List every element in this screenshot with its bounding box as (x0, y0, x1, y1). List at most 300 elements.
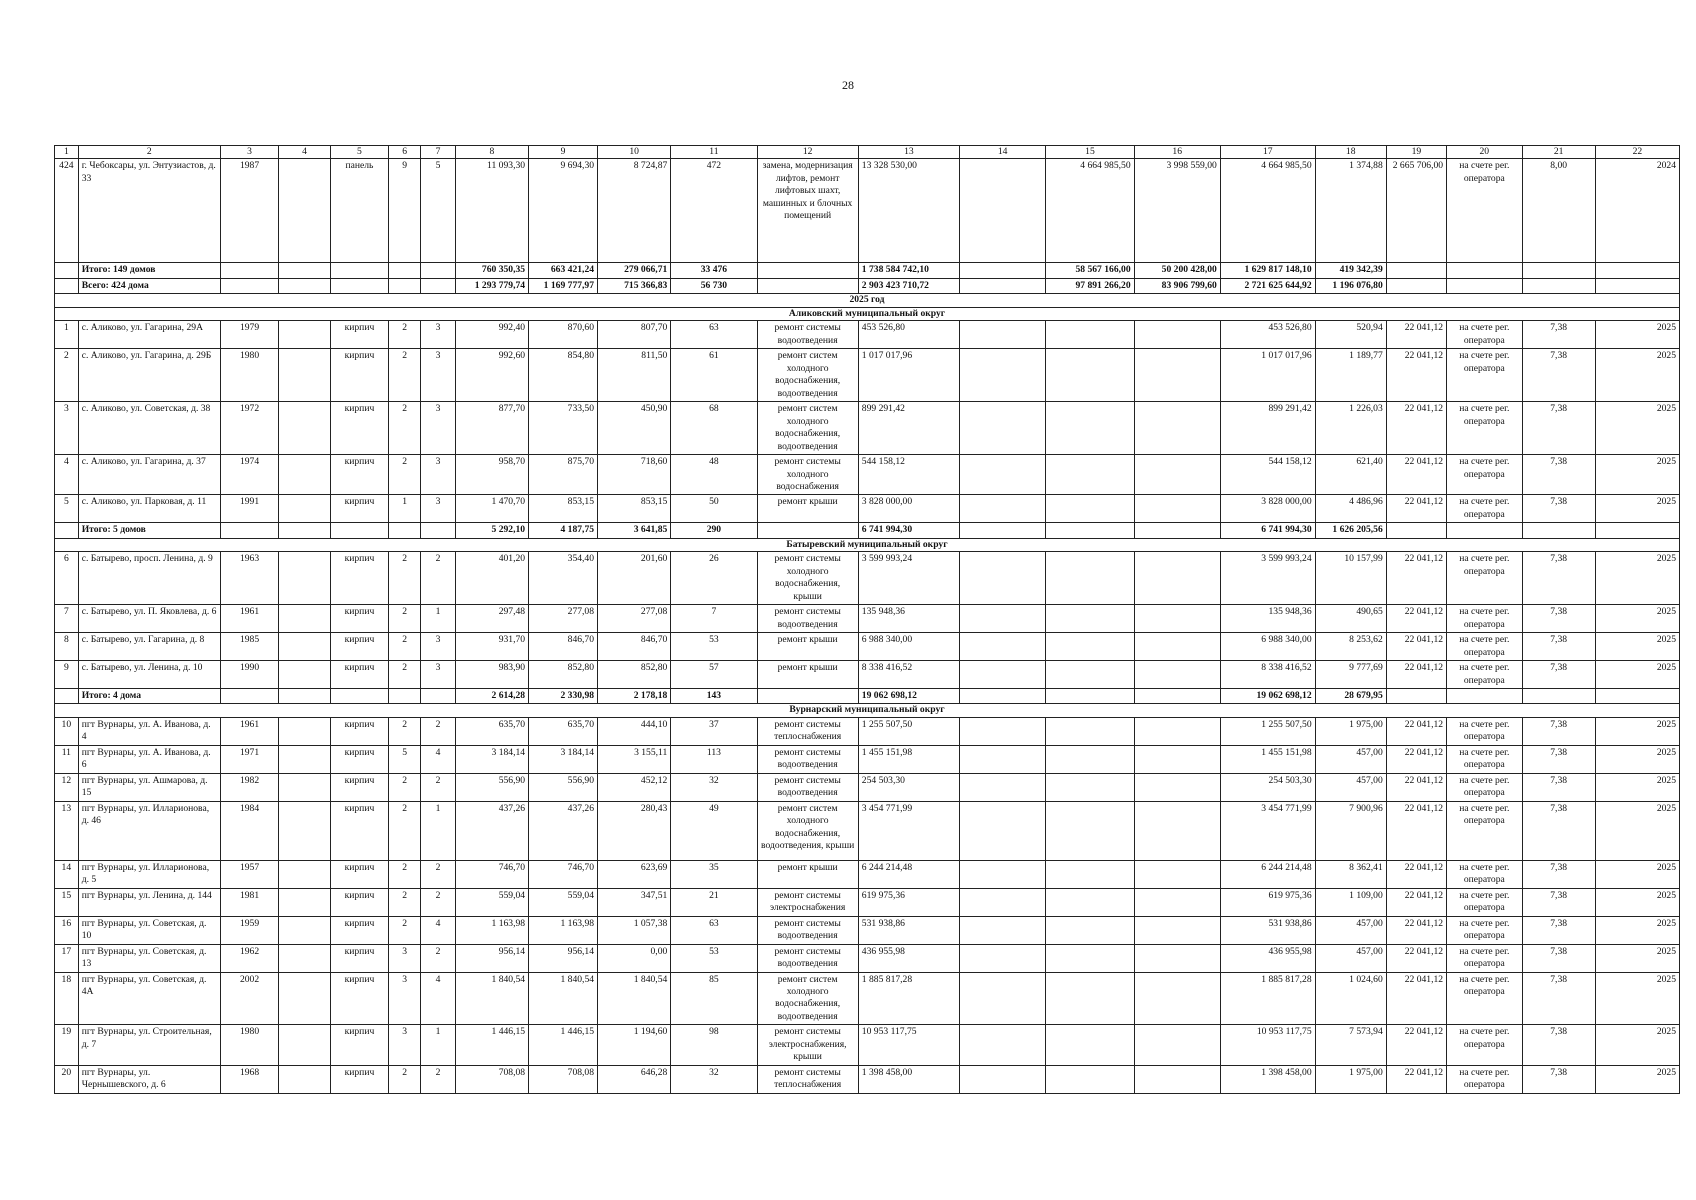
total-cell (1522, 278, 1595, 293)
year-header (55, 294, 1680, 307)
cell-c4 (279, 552, 331, 605)
column-number: 8 (455, 146, 528, 159)
total-row (55, 689, 1680, 704)
cell-c4 (279, 745, 331, 773)
cell-c16 (1134, 745, 1220, 773)
cell-c17: 899 291,42 (1220, 402, 1315, 455)
cell-n: 12 (55, 773, 79, 801)
cell-c4 (279, 402, 331, 455)
table-row (55, 888, 1680, 916)
cell-c18: 457,00 (1315, 916, 1386, 944)
cell-c17: 254 503,30 (1220, 773, 1315, 801)
cell-c20: на счете рег. оператора (1447, 801, 1522, 860)
cell-c20: на счете рег. оператора (1447, 888, 1522, 916)
cell-c16: 3 998 559,00 (1134, 159, 1220, 263)
cell-c17: 8 338 416,52 (1220, 661, 1315, 689)
total-cell (960, 278, 1046, 293)
cell-a1: 992,40 (455, 321, 528, 349)
total-cell (1595, 689, 1679, 704)
cell-c22: 2025 (1595, 495, 1679, 523)
cell-mat: кирпич (330, 661, 388, 689)
table-row (55, 605, 1680, 633)
cell-a2: 559,04 (529, 888, 598, 916)
cell-year: 1980 (220, 349, 278, 402)
total-cell (55, 263, 79, 278)
cell-addr: с. Батырево, ул. Ленина, д. 10 (78, 661, 220, 689)
cell-year: 1971 (220, 745, 278, 773)
column-number: 2 (78, 146, 220, 159)
total-cell (55, 278, 79, 293)
table-row (55, 321, 1680, 349)
cell-c22: 2025 (1595, 552, 1679, 605)
total-cell: 419 342,39 (1315, 263, 1386, 278)
cell-c4 (279, 349, 331, 402)
cell-year: 1957 (220, 860, 278, 888)
total-cell (1386, 278, 1446, 293)
cell-c19: 22 041,12 (1386, 944, 1446, 972)
cell-c15 (1046, 717, 1134, 745)
cell-work: ремонт крыши (757, 633, 858, 661)
cell-mat: кирпич (330, 916, 388, 944)
table-row (55, 661, 1680, 689)
total-cell (960, 689, 1046, 704)
column-number: 3 (220, 146, 278, 159)
cell-c17: 1 255 507,50 (1220, 717, 1315, 745)
cell-c19: 22 041,12 (1386, 916, 1446, 944)
total-cell: 5 292,10 (455, 523, 528, 538)
column-number: 5 (330, 146, 388, 159)
cell-a2: 854,80 (529, 349, 598, 402)
cell-a3: 280,43 (598, 801, 671, 860)
cell-res: 48 (671, 455, 757, 495)
cell-year: 1990 (220, 661, 278, 689)
total-cell: 6 741 994,30 (1220, 523, 1315, 538)
cell-c16 (1134, 349, 1220, 402)
cell-c22: 2025 (1595, 717, 1679, 745)
cell-c21: 7,38 (1522, 717, 1595, 745)
total-cell (1046, 689, 1134, 704)
total-cell: 19 062 698,12 (858, 689, 959, 704)
cell-c19: 22 041,12 (1386, 321, 1446, 349)
cell-c15 (1046, 773, 1134, 801)
cell-c20: на счете рег. оператора (1447, 605, 1522, 633)
table-row (55, 495, 1680, 523)
cell-c14 (960, 916, 1046, 944)
column-number: 9 (529, 146, 598, 159)
cell-c4 (279, 1065, 331, 1093)
cell-c17: 3 828 000,00 (1220, 495, 1315, 523)
cell-c18: 9 777,69 (1315, 661, 1386, 689)
cell-a3: 347,51 (598, 888, 671, 916)
total-cell: 1 738 584 742,10 (858, 263, 959, 278)
cell-addr: пгт Вурнары, ул. Ашмарова, д. 15 (78, 773, 220, 801)
cell-work: ремонт систем холодного водоснабжения, водоотведения (757, 402, 858, 455)
cell-mat: кирпич (330, 972, 388, 1025)
cell-a3: 1 840,54 (598, 972, 671, 1025)
total-cell: 56 730 (671, 278, 757, 293)
cell-cost: 3 599 993,24 (858, 552, 959, 605)
cell-fl: 2 (389, 888, 421, 916)
cell-c21: 8,00 (1522, 159, 1595, 263)
total-cell: 2 614,28 (455, 689, 528, 704)
cell-c17: 135 948,36 (1220, 605, 1315, 633)
cell-c16 (1134, 916, 1220, 944)
cell-c4 (279, 916, 331, 944)
cell-fl: 3 (389, 944, 421, 972)
capital-repair-table (54, 145, 1680, 1094)
cell-fl: 2 (389, 349, 421, 402)
table-row (55, 916, 1680, 944)
cell-res: 472 (671, 159, 757, 263)
cell-work: ремонт системы холодного водоснабжения (757, 455, 858, 495)
cell-year: 1979 (220, 321, 278, 349)
cell-c21: 7,38 (1522, 1065, 1595, 1093)
cell-en: 2 (421, 888, 455, 916)
cell-work: ремонт системы теплоснабжения (757, 1065, 858, 1093)
total-cell (279, 263, 331, 278)
cell-c22: 2025 (1595, 321, 1679, 349)
cell-c4 (279, 860, 331, 888)
district-header (55, 538, 1680, 551)
cell-a3: 277,08 (598, 605, 671, 633)
cell-c22: 2025 (1595, 455, 1679, 495)
cell-c22: 2025 (1595, 773, 1679, 801)
cell-en: 3 (421, 495, 455, 523)
cell-c16 (1134, 801, 1220, 860)
cell-n: 3 (55, 402, 79, 455)
cell-c19: 22 041,12 (1386, 552, 1446, 605)
cell-en: 2 (421, 860, 455, 888)
cell-c16 (1134, 972, 1220, 1025)
cell-en: 2 (421, 552, 455, 605)
column-number: 15 (1046, 146, 1134, 159)
cell-addr: с. Аликово, ул. Гагарина, д. 37 (78, 455, 220, 495)
cell-work: ремонт систем холодного водоснабжения, водоотведения, крыши (757, 801, 858, 860)
column-number: 19 (1386, 146, 1446, 159)
cell-fl: 2 (389, 801, 421, 860)
total-cell: 143 (671, 689, 757, 704)
cell-cost: 1 017 017,96 (858, 349, 959, 402)
cell-res: 37 (671, 717, 757, 745)
cell-c21: 7,38 (1522, 605, 1595, 633)
cell-n: 14 (55, 860, 79, 888)
cell-c16 (1134, 944, 1220, 972)
total-cell (421, 523, 455, 538)
cell-c17: 453 526,80 (1220, 321, 1315, 349)
cell-c19: 22 041,12 (1386, 402, 1446, 455)
cell-c18: 1 975,00 (1315, 717, 1386, 745)
cell-c15 (1046, 633, 1134, 661)
total-cell: 28 679,95 (1315, 689, 1386, 704)
table-body (55, 159, 1680, 1093)
total-cell: 1 626 205,56 (1315, 523, 1386, 538)
cell-c21: 7,38 (1522, 455, 1595, 495)
cell-c21: 7,38 (1522, 944, 1595, 972)
cell-work: ремонт систем холодного водоснабжения, водоотведения (757, 349, 858, 402)
cell-year: 1959 (220, 916, 278, 944)
cell-c20: на счете рег. оператора (1447, 944, 1522, 972)
cell-mat: кирпич (330, 717, 388, 745)
cell-c19: 22 041,12 (1386, 972, 1446, 1025)
cell-year: 1987 (220, 159, 278, 263)
cell-c16 (1134, 773, 1220, 801)
cell-en: 3 (421, 402, 455, 455)
total-cell: 290 (671, 523, 757, 538)
cell-n: 17 (55, 944, 79, 972)
cell-mat: кирпич (330, 1065, 388, 1093)
total-cell (330, 689, 388, 704)
cell-a1: 746,70 (455, 860, 528, 888)
total-cell: 1 196 076,80 (1315, 278, 1386, 293)
cell-c16 (1134, 1065, 1220, 1093)
total-cell: 2 721 625 644,92 (1220, 278, 1315, 293)
cell-c21: 7,38 (1522, 972, 1595, 1025)
cell-fl: 2 (389, 402, 421, 455)
cell-c14 (960, 1025, 1046, 1065)
total-cell (1386, 523, 1446, 538)
cell-fl: 2 (389, 605, 421, 633)
cell-c17: 6 244 214,48 (1220, 860, 1315, 888)
cell-a2: 1 446,15 (529, 1025, 598, 1065)
column-number: 10 (598, 146, 671, 159)
cell-c22: 2025 (1595, 1065, 1679, 1093)
cell-c4 (279, 944, 331, 972)
cell-work: замена, модернизация лифтов, ремонт лифтовых шахт, машинных и блочных помещений (757, 159, 858, 263)
total-cell: 3 641,85 (598, 523, 671, 538)
cell-c22: 2025 (1595, 745, 1679, 773)
year-header-label: 2025 год (55, 294, 1680, 307)
total-cell (1522, 263, 1595, 278)
cell-a3: 1 057,38 (598, 916, 671, 944)
cell-res: 7 (671, 605, 757, 633)
total-cell: 19 062 698,12 (1220, 689, 1315, 704)
cell-fl: 3 (389, 972, 421, 1025)
total-label: Итого: 5 домов (78, 523, 220, 538)
cell-c14 (960, 773, 1046, 801)
cell-en: 4 (421, 972, 455, 1025)
cell-fl: 2 (389, 860, 421, 888)
cell-en: 3 (421, 633, 455, 661)
cell-mat: кирпич (330, 944, 388, 972)
cell-n: 1 (55, 321, 79, 349)
cell-a2: 9 694,30 (529, 159, 598, 263)
cell-mat: кирпич (330, 888, 388, 916)
cell-c19: 22 041,12 (1386, 633, 1446, 661)
cell-n: 8 (55, 633, 79, 661)
cell-c22: 2025 (1595, 605, 1679, 633)
cell-c4 (279, 633, 331, 661)
cell-c17: 1 398 458,00 (1220, 1065, 1315, 1093)
cell-c19: 22 041,12 (1386, 605, 1446, 633)
cell-fl: 3 (389, 1025, 421, 1065)
cell-res: 61 (671, 349, 757, 402)
cell-en: 2 (421, 944, 455, 972)
cell-c20: на счете рег. оператора (1447, 455, 1522, 495)
table-row (55, 944, 1680, 972)
cell-c17: 10 953 117,75 (1220, 1025, 1315, 1065)
cell-c21: 7,38 (1522, 860, 1595, 888)
cell-cost: 1 398 458,00 (858, 1065, 959, 1093)
total-cell (1447, 689, 1522, 704)
cell-res: 50 (671, 495, 757, 523)
cell-work: ремонт системы водоотведения (757, 745, 858, 773)
cell-c18: 1 226,03 (1315, 402, 1386, 455)
cell-c21: 7,38 (1522, 633, 1595, 661)
total-cell (1595, 263, 1679, 278)
total-cell (389, 263, 421, 278)
cell-c22: 2025 (1595, 916, 1679, 944)
cell-a1: 1 446,15 (455, 1025, 528, 1065)
cell-res: 53 (671, 633, 757, 661)
cell-work: ремонт системы водоотведения (757, 321, 858, 349)
cell-c14 (960, 402, 1046, 455)
cell-c14 (960, 495, 1046, 523)
total-label: Итого: 4 дома (78, 689, 220, 704)
column-number: 13 (858, 146, 959, 159)
cell-a2: 556,90 (529, 773, 598, 801)
total-cell: 2 330,98 (529, 689, 598, 704)
cell-c19: 22 041,12 (1386, 888, 1446, 916)
cell-n: 424 (55, 159, 79, 263)
total-cell: 6 741 994,30 (858, 523, 959, 538)
cell-c17: 6 988 340,00 (1220, 633, 1315, 661)
cell-year: 1991 (220, 495, 278, 523)
cell-a1: 1 840,54 (455, 972, 528, 1025)
cell-c15 (1046, 402, 1134, 455)
total-cell (1522, 689, 1595, 704)
cell-c14 (960, 605, 1046, 633)
cell-c16 (1134, 321, 1220, 349)
total-cell (960, 523, 1046, 538)
total-cell (279, 689, 331, 704)
cell-c21: 7,38 (1522, 801, 1595, 860)
cell-c18: 10 157,99 (1315, 552, 1386, 605)
cell-a1: 1 470,70 (455, 495, 528, 523)
cell-c15 (1046, 916, 1134, 944)
cell-c15 (1046, 860, 1134, 888)
cell-c18: 457,00 (1315, 773, 1386, 801)
cell-c22: 2025 (1595, 888, 1679, 916)
cell-c22: 2025 (1595, 972, 1679, 1025)
cell-a1: 635,70 (455, 717, 528, 745)
cell-en: 3 (421, 455, 455, 495)
cell-cost: 619 975,36 (858, 888, 959, 916)
cell-addr: пгт Вурнары, ул. Илларионова, д. 46 (78, 801, 220, 860)
cell-n: 11 (55, 745, 79, 773)
cell-c20: на счете рег. оператора (1447, 552, 1522, 605)
cell-res: 85 (671, 972, 757, 1025)
cell-c20: на счете рег. оператора (1447, 495, 1522, 523)
cell-res: 68 (671, 402, 757, 455)
cell-n: 13 (55, 801, 79, 860)
cell-c18: 7 900,96 (1315, 801, 1386, 860)
cell-a3: 853,15 (598, 495, 671, 523)
cell-c17: 1 017 017,96 (1220, 349, 1315, 402)
cell-res: 53 (671, 944, 757, 972)
cell-year: 1980 (220, 1025, 278, 1065)
cell-a1: 931,70 (455, 633, 528, 661)
cell-mat: панель (330, 159, 388, 263)
cell-a2: 853,15 (529, 495, 598, 523)
column-number: 6 (389, 146, 421, 159)
cell-c19: 22 041,12 (1386, 801, 1446, 860)
total-cell (389, 278, 421, 293)
district-header-label: Аликовский муниципальный округ (55, 307, 1680, 320)
cell-c18: 1 189,77 (1315, 349, 1386, 402)
cell-year: 1961 (220, 605, 278, 633)
cell-c20: на счете рег. оператора (1447, 159, 1522, 263)
column-number: 21 (1522, 146, 1595, 159)
cell-c15 (1046, 552, 1134, 605)
total-cell: 760 350,35 (455, 263, 528, 278)
total-cell (220, 263, 278, 278)
cell-a1: 708,08 (455, 1065, 528, 1093)
cell-fl: 2 (389, 552, 421, 605)
cell-c14 (960, 321, 1046, 349)
cell-a1: 1 163,98 (455, 916, 528, 944)
cell-addr: пгт Вурнары, ул. Илларионова, д. 5 (78, 860, 220, 888)
total-cell (279, 278, 331, 293)
cell-a3: 811,50 (598, 349, 671, 402)
district-header (55, 307, 1680, 320)
cell-c22: 2025 (1595, 402, 1679, 455)
cell-c20: на счете рег. оператора (1447, 633, 1522, 661)
column-number-header (55, 146, 1680, 159)
cell-c18: 457,00 (1315, 944, 1386, 972)
cell-c15 (1046, 661, 1134, 689)
cell-year: 1982 (220, 773, 278, 801)
cell-c19: 2 665 706,00 (1386, 159, 1446, 263)
cell-c17: 1 885 817,28 (1220, 972, 1315, 1025)
cell-a2: 708,08 (529, 1065, 598, 1093)
cell-c21: 7,38 (1522, 321, 1595, 349)
cell-res: 21 (671, 888, 757, 916)
cell-c18: 4 486,96 (1315, 495, 1386, 523)
cell-work: ремонт крыши (757, 495, 858, 523)
cell-work: ремонт системы водоотведения (757, 773, 858, 801)
cell-en: 1 (421, 1025, 455, 1065)
cell-c15: 4 664 985,50 (1046, 159, 1134, 263)
table-row (55, 801, 1680, 860)
cell-a3: 646,28 (598, 1065, 671, 1093)
cell-en: 4 (421, 745, 455, 773)
total-cell (757, 278, 858, 293)
cell-a1: 877,70 (455, 402, 528, 455)
cell-c14 (960, 745, 1046, 773)
cell-n: 5 (55, 495, 79, 523)
table-row (55, 633, 1680, 661)
cell-c18: 621,40 (1315, 455, 1386, 495)
total-cell: 50 200 428,00 (1134, 263, 1220, 278)
table-row (55, 745, 1680, 773)
cell-a3: 807,70 (598, 321, 671, 349)
total-cell: 4 187,75 (529, 523, 598, 538)
cell-c15 (1046, 745, 1134, 773)
cell-a2: 846,70 (529, 633, 598, 661)
cell-res: 32 (671, 1065, 757, 1093)
cell-c21: 7,38 (1522, 552, 1595, 605)
total-cell (1595, 523, 1679, 538)
cell-c22: 2025 (1595, 801, 1679, 860)
cell-c14 (960, 1065, 1046, 1093)
cell-c21: 7,38 (1522, 773, 1595, 801)
cell-addr: пгт Вурнары, ул. Строительная, д. 7 (78, 1025, 220, 1065)
cell-a1: 992,60 (455, 349, 528, 402)
district-header-label: Батыревский муниципальный округ (55, 538, 1680, 551)
cell-c4 (279, 972, 331, 1025)
cell-c19: 22 041,12 (1386, 745, 1446, 773)
cell-mat: кирпич (330, 773, 388, 801)
